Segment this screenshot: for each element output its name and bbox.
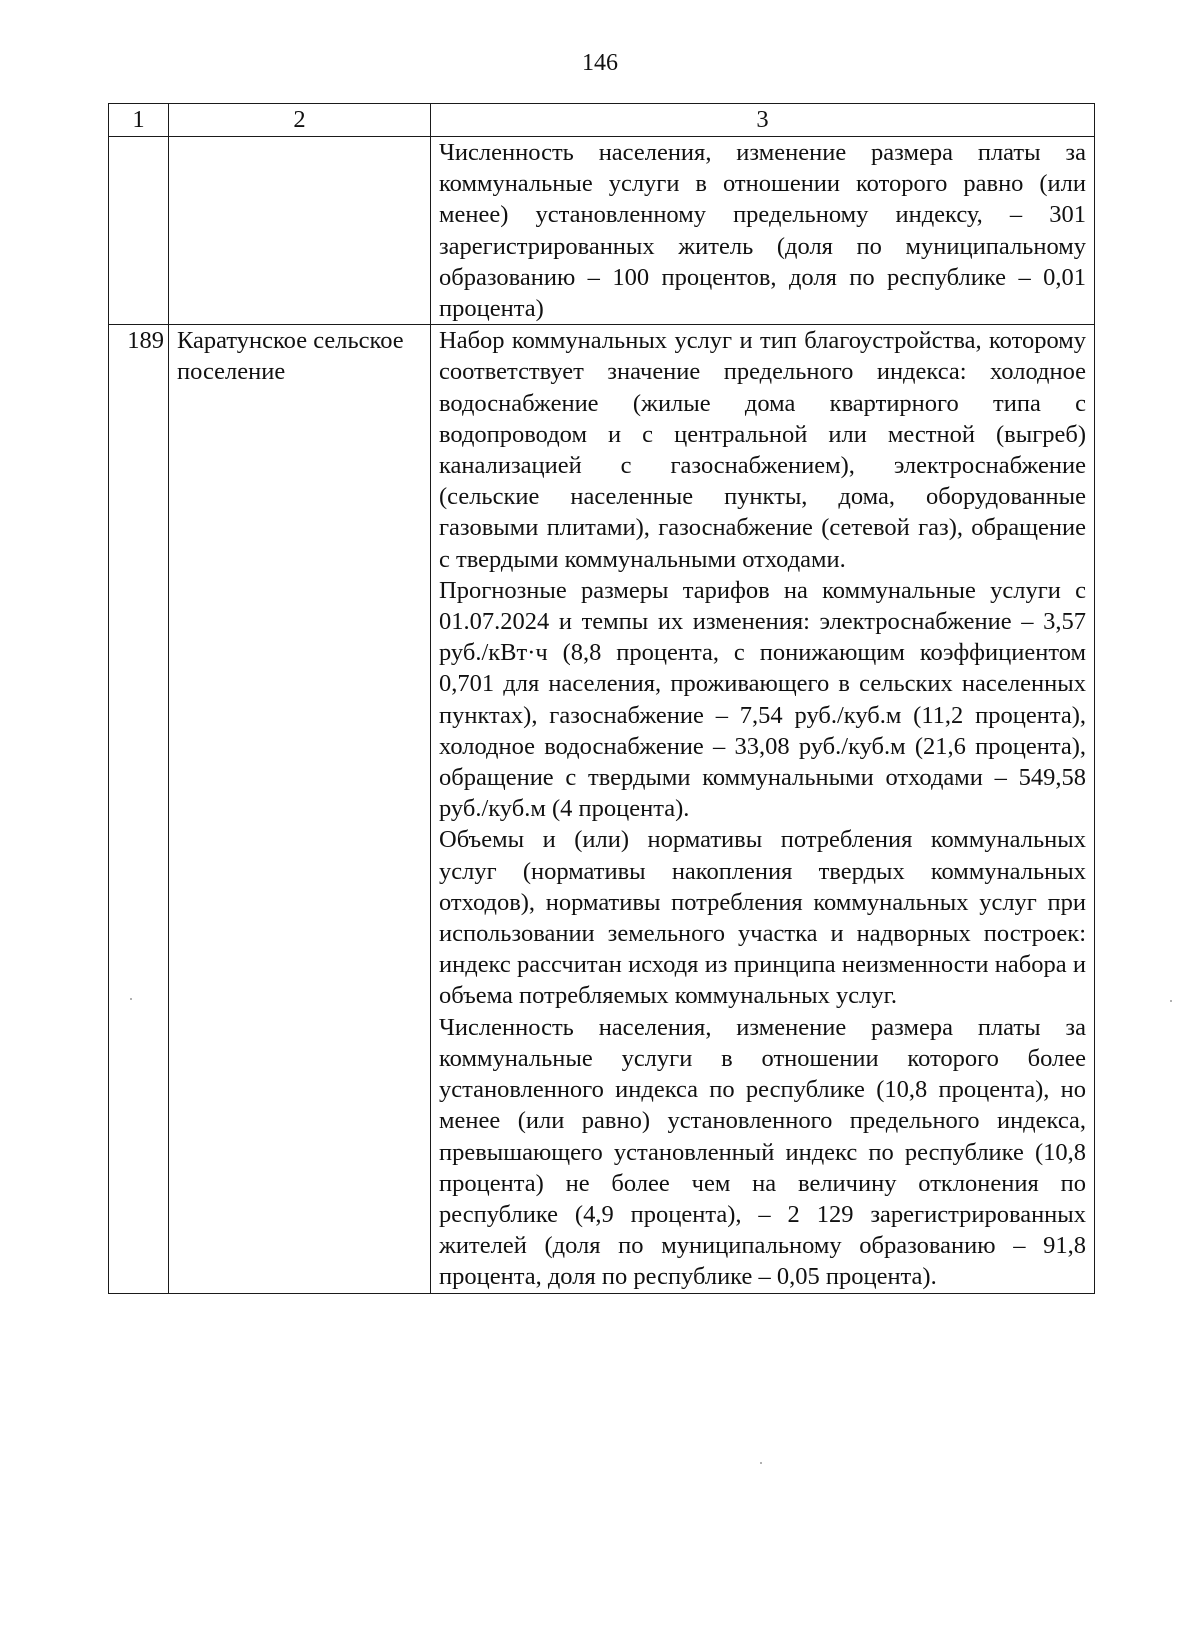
population-paragraph: Численность населения, изменение размера платы за коммунальные услуги в отношении которого более установленного индекса по республике (10,8 процента), но менее (или равно) установленного предельного индекса, превышающего установленный индекс по республике (10,8 процента) не более чем на величину отклонения по республике (4,9 процента), – 2 129 зарегистрированных жителей (доля по муниципальному образованию – 91,8 процента, доля по республике – 0,05 процента). — [439, 1013, 1086, 1291]
table-row-189 — [109, 325, 1095, 1293]
row-number-cell — [109, 137, 169, 325]
table-header-row — [109, 104, 1095, 137]
header-cell-3: 3 — [431, 104, 1095, 137]
description-cell — [431, 137, 1095, 325]
services-set-paragraph: Набор коммунальных услуг и тип благоустройства, которому соответствует значение предельного индекса: холодное водоснабжение (жилые дома квартирного типа с водопроводом и с центральной или местной (выгреб) канализацией с газоснабжением), электроснабжение (сельские населенные пункты, дома, оборудованные газовыми плитами), газоснабжение (сетевой газ), обращение с твердыми коммунальными отходами. — [439, 327, 1086, 573]
document-table — [108, 103, 1095, 1294]
consumption-norms-paragraph: Объемы и (или) нормативы потребления коммунальных услуг (нормативы накопления твердых коммунальных отходов), нормативы потребления коммунальных услуг при использовании земельного участка и надворных построек: индекс рассчитан исходя из принципа неизменности набора и объема потребляемых коммунальных услуг. — [439, 826, 1086, 1010]
population-paragraph: Численность населения, изменение размера платы за коммунальные услуги в отношении которого равно (или менее) установленному предельному индексу, – 301 зарегистрированных житель (доля по муниципальному образованию – 100 процентов, доля по республике – 0,01 процента) — [439, 139, 1086, 323]
header-cell-1: 1 — [109, 104, 169, 137]
row-number-cell: 189 — [109, 325, 169, 1293]
settlement-name-cell: Каратунское сельское поселение — [169, 325, 431, 1293]
settlement-name-cell — [169, 137, 431, 325]
scan-speck — [130, 998, 132, 1000]
page-number: 146 — [582, 50, 618, 76]
tariffs-paragraph: Прогнозные размеры тарифов на коммунальные услуги с 01.07.2024 и темпы их изменения: электроснабжение – 3,57 руб./кВт·ч (8,8 процента, с понижающим коэффициентом 0,701 для населения, проживающего в сельских населенных пунктах), газоснабжение – 7,54 руб./куб.м (11,2 процента), холодное водоснабжение – 33,08 руб./куб.м (21,6 процента), обращение с твердыми коммунальными отходами – 549,58 руб./куб.м (4 процента). — [439, 576, 1086, 823]
scan-speck — [1170, 1000, 1172, 1002]
table-row-continuation — [109, 137, 1095, 325]
header-cell-2: 2 — [169, 104, 431, 137]
scan-speck — [760, 1462, 762, 1464]
description-cell — [431, 325, 1095, 1293]
